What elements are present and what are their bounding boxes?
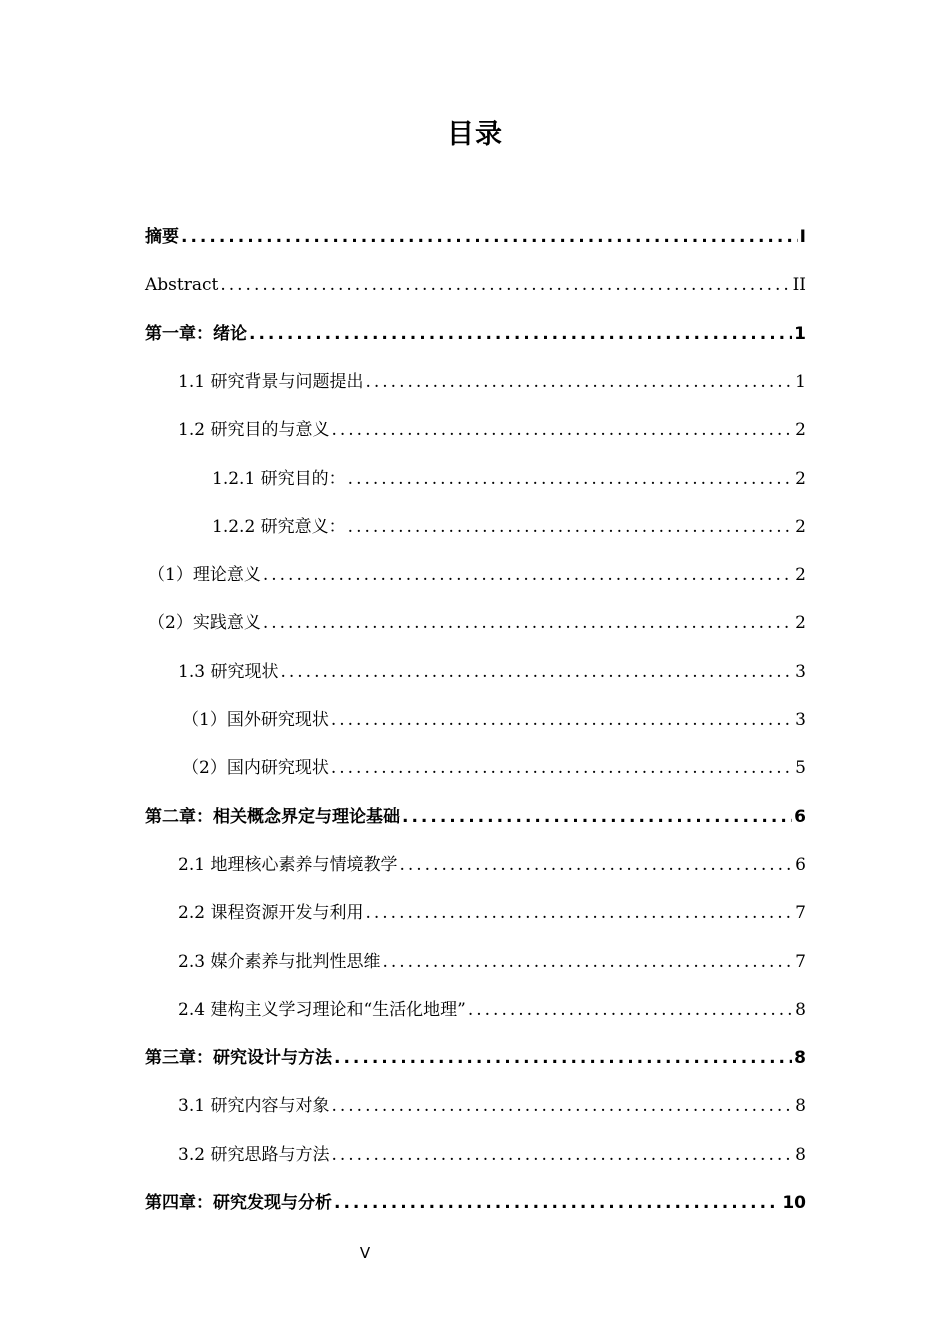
dot-leader <box>331 1091 793 1121</box>
toc-entry-label: 第四章：研究发现与分析 <box>145 1193 332 1213</box>
toc-entry-page: 8 <box>794 1048 806 1069</box>
dot-leader <box>365 898 793 928</box>
dot-leader <box>382 947 793 977</box>
toc-entry[interactable] <box>178 947 806 977</box>
dot-leader <box>334 1043 792 1073</box>
toc-entry-page: 3 <box>795 661 806 682</box>
toc-entry-label: （1）理论意义 <box>148 565 261 586</box>
dot-leader <box>334 1188 780 1218</box>
page-number: V <box>359 1244 371 1262</box>
toc-entry-label: 2.1 地理核心素养与情境教学 <box>178 854 398 875</box>
toc-entry[interactable] <box>145 222 806 252</box>
toc-entry-page: II <box>792 275 806 296</box>
toc-entry[interactable] <box>178 1091 806 1121</box>
toc-entry-label: 3.2 研究思路与方法 <box>178 1144 330 1165</box>
dot-leader <box>468 995 793 1025</box>
toc-entry[interactable] <box>148 560 806 590</box>
toc-entry[interactable] <box>178 1140 806 1170</box>
toc-entry-page: 8 <box>795 1144 806 1165</box>
toc-entry-page: 7 <box>795 903 806 924</box>
toc-entry-page: 7 <box>795 951 806 972</box>
toc-entry-page: I <box>799 227 806 247</box>
dot-leader <box>365 367 793 397</box>
toc-entry-label: （2）国内研究现状 <box>182 758 329 779</box>
toc-entry[interactable] <box>145 270 806 300</box>
toc-entry-page: 3 <box>795 710 806 730</box>
toc-entry-label: Abstract <box>145 275 219 296</box>
toc-entry-label: 第一章：绪论 <box>145 323 247 344</box>
toc-entry[interactable] <box>145 1043 806 1073</box>
toc-entry[interactable] <box>145 1188 806 1218</box>
toc-entry-page: 2 <box>795 565 806 586</box>
toc-entry[interactable] <box>178 898 806 928</box>
toc-entry-label: 3.1 研究内容与对象 <box>178 1096 330 1117</box>
toc-entry-label: 1.3 研究现状 <box>178 661 279 682</box>
dot-leader <box>331 753 793 783</box>
toc-entry-label: 1.2.1 研究目的： <box>212 468 346 489</box>
dot-leader <box>181 222 798 252</box>
toc-entry-page: 8 <box>795 999 806 1020</box>
toc-entry[interactable] <box>212 512 806 542</box>
toc-entry[interactable] <box>145 802 806 832</box>
toc-entry-label: 2.2 课程资源开发与利用 <box>178 903 364 924</box>
toc-entry-label: 1.2 研究目的与意义 <box>178 420 330 441</box>
dot-leader <box>220 270 790 300</box>
dot-leader <box>348 464 794 494</box>
toc-entry-label: 摘要 <box>145 227 179 247</box>
toc-entry-label: 第二章：相关概念界定与理论基础 <box>145 806 400 827</box>
toc-entry-page: 6 <box>795 854 806 875</box>
toc-entry-page: 1 <box>794 323 806 344</box>
toc-entry-label: 第三章：研究设计与方法 <box>145 1048 332 1069</box>
toc-entry-label: 2.4 建构主义学习理论和“生活化地理” <box>178 999 466 1020</box>
toc-entry[interactable] <box>212 464 806 494</box>
toc-entry-label: 1.2.2 研究意义： <box>212 516 346 537</box>
toc-entry[interactable] <box>182 705 806 735</box>
dot-leader <box>402 802 792 832</box>
toc-entry-label: （1）国外研究现状 <box>182 710 329 730</box>
toc-entry-page: 10 <box>782 1193 806 1213</box>
dot-leader <box>331 705 793 735</box>
toc-entry-label: 1.1 研究背景与问题提出 <box>178 371 364 392</box>
toc-entry[interactable] <box>178 415 806 445</box>
toc-entry-page: 2 <box>795 613 806 634</box>
toc-entry-page: 5 <box>795 758 806 779</box>
toc-entry[interactable] <box>148 608 806 638</box>
dot-leader <box>399 850 793 880</box>
toc-entry-page: 6 <box>794 806 806 827</box>
dot-leader <box>331 1140 793 1170</box>
toc-entry[interactable] <box>178 657 806 687</box>
toc-entry-label: （2）实践意义 <box>148 613 261 634</box>
toc-entry-page: 8 <box>795 1096 806 1117</box>
toc-entry[interactable] <box>178 367 806 397</box>
dot-leader <box>249 319 792 349</box>
toc-entry-page: 2 <box>795 468 806 489</box>
dot-leader <box>263 608 793 638</box>
toc-entry[interactable] <box>145 319 806 349</box>
dot-leader <box>280 657 793 687</box>
toc-entry[interactable] <box>182 753 806 783</box>
toc-entry-page: 2 <box>795 516 806 537</box>
toc-entry-page: 1 <box>795 371 806 392</box>
dot-leader <box>348 512 794 542</box>
page-title: 目录 <box>447 119 503 150</box>
dot-leader <box>331 415 793 445</box>
toc-entry[interactable] <box>178 850 806 880</box>
toc-entry[interactable] <box>178 995 806 1025</box>
toc-entry-page: 2 <box>795 420 806 441</box>
toc-entry-label: 2.3 媒介素养与批判性思维 <box>178 951 381 972</box>
dot-leader <box>263 560 793 590</box>
